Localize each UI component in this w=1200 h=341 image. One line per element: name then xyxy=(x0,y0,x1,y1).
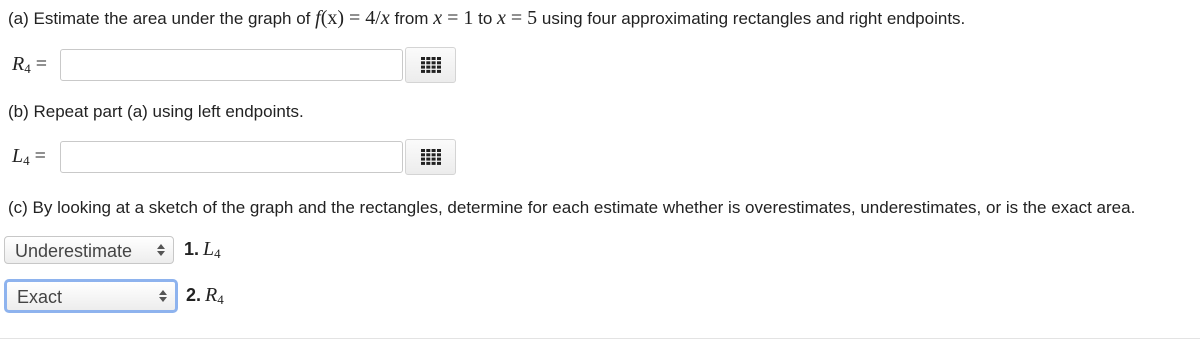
math-f: f xyxy=(315,7,321,29)
select-2-value: Exact xyxy=(17,286,63,307)
l4-var: L xyxy=(12,145,24,167)
question-part-a xyxy=(8,7,965,30)
select-1-value: Underestimate xyxy=(15,240,133,261)
answer-row-l4 xyxy=(12,137,456,177)
r4-answer-input[interactable] xyxy=(60,49,403,81)
estimate-select-2[interactable] xyxy=(4,279,178,313)
select-row-1 xyxy=(4,236,221,264)
math-x: x xyxy=(380,7,390,29)
keypad-icon xyxy=(421,57,441,73)
select-1-num: 1. xyxy=(184,239,200,259)
select-1-var-sub: 4 xyxy=(214,246,221,261)
select-2-label xyxy=(186,284,224,308)
r4-var: R xyxy=(12,53,25,75)
math-eq-3: = 5 xyxy=(505,7,538,29)
select-row-2 xyxy=(4,279,224,313)
answer-row-r4 xyxy=(12,45,456,85)
select-2-num: 2. xyxy=(186,285,202,305)
select-1-label xyxy=(184,238,221,262)
math-eq-2: = 1 xyxy=(442,7,474,29)
part-a-text: (a) Estimate the area under the graph of xyxy=(8,9,316,28)
r4-eq: = xyxy=(30,53,47,75)
question-part-c: (c) By looking at a sketch of the graph and the rectangles, determine for each estimate whether is overestimates, underestimates, or is the exact area. xyxy=(8,198,1136,217)
keypad-icon xyxy=(421,149,441,165)
r4-label xyxy=(12,53,58,77)
l4-eq: = xyxy=(29,145,46,167)
l4-sub: 4 xyxy=(23,153,30,168)
updown-arrows-icon xyxy=(157,244,165,256)
math-x-1: x xyxy=(433,7,443,29)
select-2-var-sub: 4 xyxy=(217,292,224,307)
r4-keypad-button[interactable] xyxy=(405,47,456,83)
r4-sub: 4 xyxy=(24,61,31,76)
math-arg: (x) xyxy=(320,7,345,29)
math-eq-1: = 4/ xyxy=(344,7,381,29)
bottom-divider xyxy=(0,338,1200,339)
select-1-var xyxy=(203,238,221,262)
l4-keypad-button[interactable] xyxy=(405,139,456,175)
part-a-from: from xyxy=(389,9,434,28)
select-2-var xyxy=(205,284,224,308)
question-part-b: (b) Repeat part (a) using left endpoints. xyxy=(8,102,304,121)
select-1-var-letter: L xyxy=(203,238,215,260)
math-x-2: x xyxy=(497,7,506,29)
part-a-tail: using four approximating rectangles and right endpoints. xyxy=(537,9,966,28)
estimate-select-1[interactable] xyxy=(4,236,174,264)
updown-arrows-icon xyxy=(159,290,167,302)
select-2-var-letter: R xyxy=(205,284,218,306)
l4-label xyxy=(12,145,58,169)
l4-answer-input[interactable] xyxy=(60,141,403,173)
part-a-to: to xyxy=(473,9,497,28)
